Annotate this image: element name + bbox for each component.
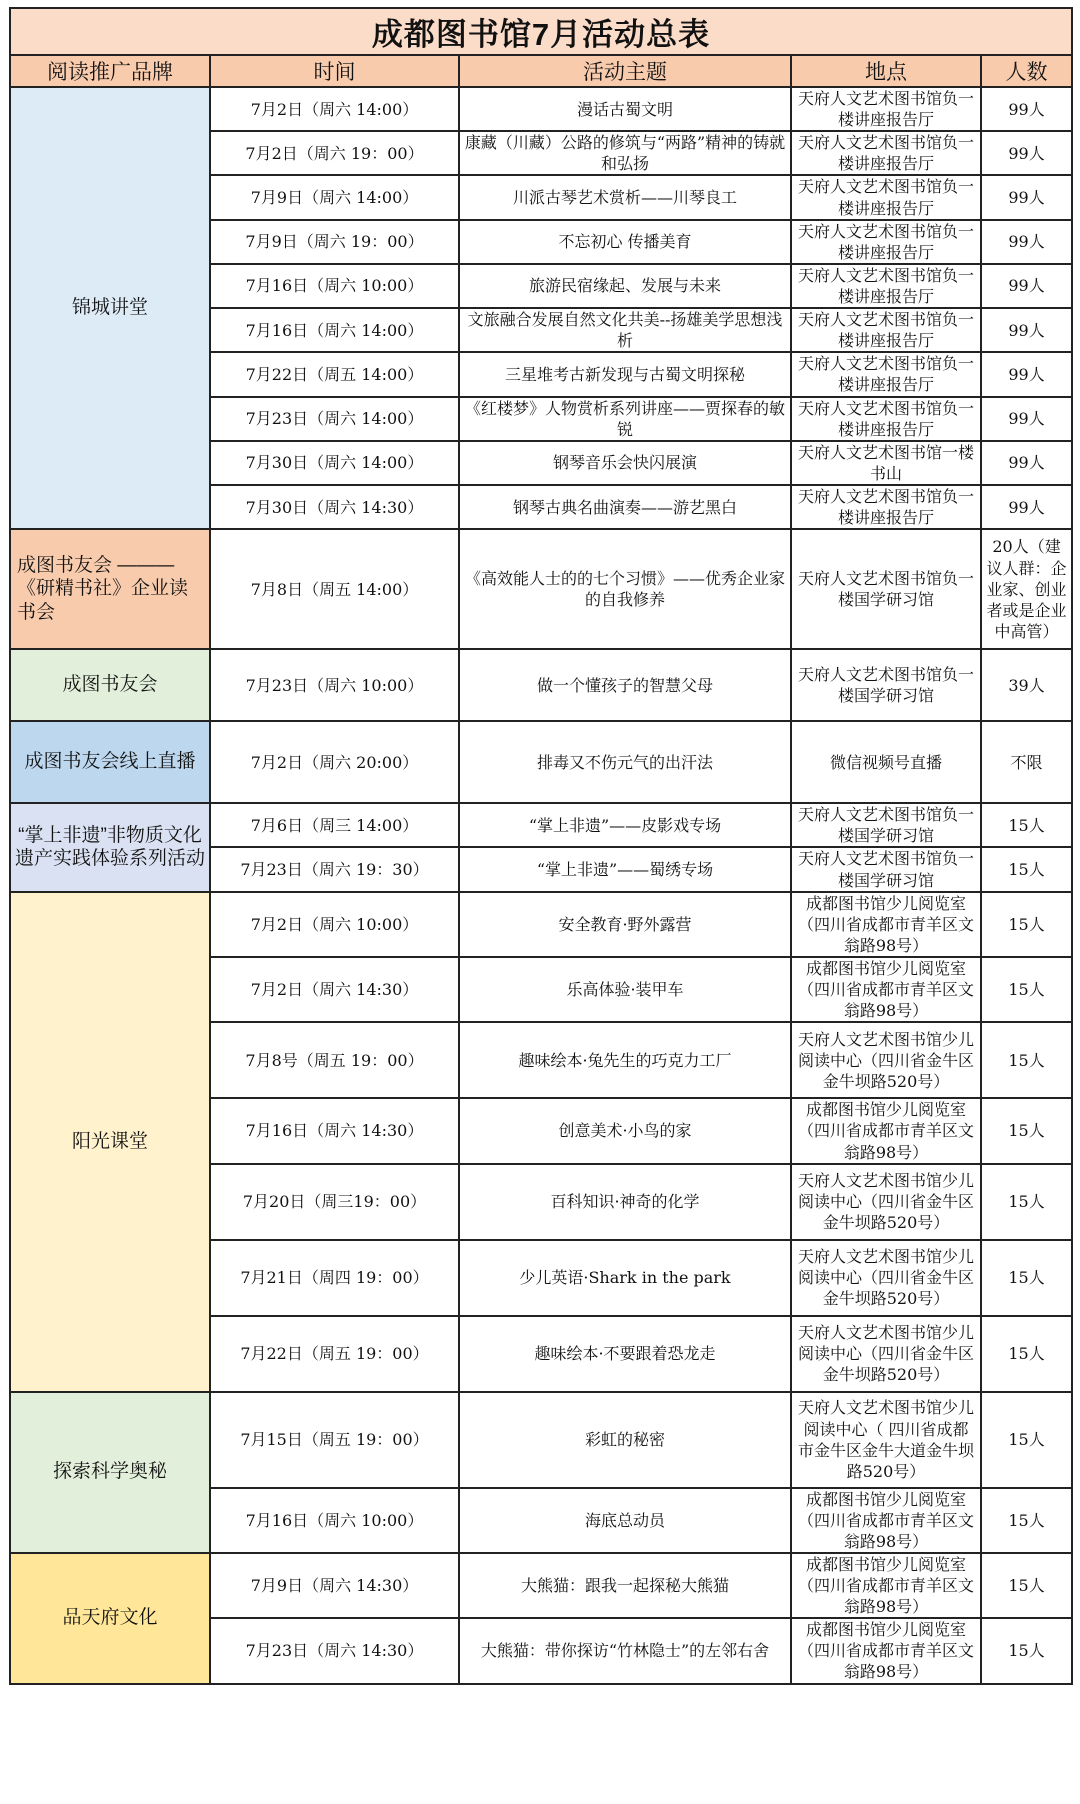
header-place: 地点	[791, 55, 981, 87]
brand-cell: 探索科学奥秘	[10, 1392, 210, 1553]
place-cell: 天府人文艺术图书馆负一楼讲座报告厅	[791, 308, 981, 352]
time-cell: 7月23日（周六 10:00）	[210, 649, 459, 721]
table-row	[10, 529, 1072, 649]
time-cell: 7月22日（周五 19：00）	[210, 1316, 459, 1392]
place-cell: 天府人文艺术图书馆少儿阅读中心（四川省金牛区金牛坝路520号）	[791, 1316, 981, 1392]
count-cell: 99人	[981, 87, 1072, 131]
count-cell: 15人	[981, 1553, 1072, 1618]
time-cell: 7月20日（周三19：00）	[210, 1164, 459, 1240]
topic-cell: 趣味绘本·兔先生的巧克力工厂	[459, 1022, 791, 1098]
count-cell: 15人	[981, 1098, 1072, 1163]
time-cell: 7月2日（周六 19：00）	[210, 131, 459, 175]
topic-cell: 漫话古蜀文明	[459, 87, 791, 131]
count-cell: 15人	[981, 1022, 1072, 1098]
place-cell: 成都图书馆少儿阅览室（四川省成都市青羊区文翁路98号）	[791, 892, 981, 957]
place-cell: 天府人文艺术图书馆负一楼讲座报告厅	[791, 397, 981, 441]
time-cell: 7月23日（周六 14:00）	[210, 397, 459, 441]
count-cell: 15人	[981, 803, 1072, 847]
topic-cell: 彩虹的秘密	[459, 1392, 791, 1488]
table-row	[10, 1553, 1072, 1618]
place-cell: 天府人文艺术图书馆负一楼国学研习馆	[791, 649, 981, 721]
count-cell: 15人	[981, 892, 1072, 957]
count-cell: 99人	[981, 485, 1072, 529]
time-cell: 7月2日（周六 20:00）	[210, 721, 459, 803]
topic-cell: 趣味绘本·不要跟着恐龙走	[459, 1316, 791, 1392]
count-cell: 15人	[981, 1164, 1072, 1240]
topic-cell: 《高效能人士的的七个习惯》——优秀企业家的自我修养	[459, 529, 791, 649]
count-cell: 20人（建议人群：企业家、创业者或是企业中高管）	[981, 529, 1072, 649]
topic-cell: 乐高体验·装甲车	[459, 957, 791, 1022]
topic-cell: 不忘初心 传播美育	[459, 220, 791, 264]
place-cell: 天府人文艺术图书馆负一楼讲座报告厅	[791, 175, 981, 219]
header-count: 人数	[981, 55, 1072, 87]
time-cell: 7月15日（周五 19：00）	[210, 1392, 459, 1488]
count-cell: 15人	[981, 1316, 1072, 1392]
table-body	[10, 87, 1072, 1684]
count-cell: 15人	[981, 957, 1072, 1022]
brand-cell: 成图书友会 ———《研精书社》企业读书会	[10, 529, 210, 649]
time-cell: 7月8日（周五 14:00）	[210, 529, 459, 649]
time-cell: 7月8号（周五 19：00）	[210, 1022, 459, 1098]
topic-cell: 少儿英语·Shark in the park	[459, 1240, 791, 1316]
count-cell: 39人	[981, 649, 1072, 721]
count-cell: 99人	[981, 264, 1072, 308]
count-cell: 99人	[981, 175, 1072, 219]
place-cell: 天府人文艺术图书馆负一楼讲座报告厅	[791, 352, 981, 396]
count-cell: 99人	[981, 220, 1072, 264]
time-cell: 7月22日（周五 14:00）	[210, 352, 459, 396]
count-cell: 99人	[981, 308, 1072, 352]
table-row	[10, 721, 1072, 803]
table-row	[10, 892, 1072, 957]
time-cell: 7月6日（周三 14:00）	[210, 803, 459, 847]
topic-cell: 钢琴古典名曲演奏——游艺黑白	[459, 485, 791, 529]
topic-cell: 康藏（川藏）公路的修筑与“两路”精神的铸就和弘扬	[459, 131, 791, 175]
time-cell: 7月16日（周六 14:30）	[210, 1098, 459, 1163]
count-cell: 15人	[981, 1618, 1072, 1683]
place-cell: 天府人文艺术图书馆负一楼国学研习馆	[791, 847, 981, 891]
topic-cell: 川派古琴艺术赏析——川琴良工	[459, 175, 791, 219]
topic-cell: 钢琴音乐会快闪展演	[459, 441, 791, 485]
time-cell: 7月16日（周六 14:00）	[210, 308, 459, 352]
brand-cell: 阳光课堂	[10, 892, 210, 1392]
count-cell: 15人	[981, 1488, 1072, 1553]
topic-cell: 《红楼梦》人物赏析系列讲座——贾探春的敏锐	[459, 397, 791, 441]
time-cell: 7月23日（周六 19：30）	[210, 847, 459, 891]
topic-cell: 海底总动员	[459, 1488, 791, 1553]
brand-cell: “掌上非遗”非物质文化遗产实践体验系列活动	[10, 803, 210, 891]
topic-cell: 做一个懂孩子的智慧父母	[459, 649, 791, 721]
activity-table	[9, 7, 1073, 1685]
table-row	[10, 87, 1072, 131]
place-cell: 天府人文艺术图书馆负一楼讲座报告厅	[791, 131, 981, 175]
place-cell: 天府人文艺术图书馆一楼书山	[791, 441, 981, 485]
header-brand: 阅读推广品牌	[10, 55, 210, 87]
topic-cell: 大熊猫：带你探访“竹林隐士”的左邻右舍	[459, 1618, 791, 1683]
table-row	[10, 803, 1072, 847]
count-cell: 15人	[981, 1392, 1072, 1488]
place-cell: 微信视频号直播	[791, 721, 981, 803]
time-cell: 7月2日（周六 10:00）	[210, 892, 459, 957]
place-cell: 天府人文艺术图书馆负一楼国学研习馆	[791, 529, 981, 649]
time-cell: 7月30日（周六 14:00）	[210, 441, 459, 485]
place-cell: 天府人文艺术图书馆负一楼国学研习馆	[791, 803, 981, 847]
time-cell: 7月2日（周六 14:00）	[210, 87, 459, 131]
topic-cell: 安全教育·野外露营	[459, 892, 791, 957]
time-cell: 7月30日（周六 14:30）	[210, 485, 459, 529]
place-cell: 成都图书馆少儿阅览室（四川省成都市青羊区文翁路98号）	[791, 1098, 981, 1163]
topic-cell: 大熊猫：跟我一起探秘大熊猫	[459, 1553, 791, 1618]
brand-cell: 品天府文化	[10, 1553, 210, 1684]
place-cell: 天府人文艺术图书馆负一楼讲座报告厅	[791, 485, 981, 529]
time-cell: 7月21日（周四 19：00）	[210, 1240, 459, 1316]
count-cell: 99人	[981, 131, 1072, 175]
time-cell: 7月9日（周六 14:30）	[210, 1553, 459, 1618]
topic-cell: “掌上非遗”——蜀绣专场	[459, 847, 791, 891]
time-cell: 7月16日（周六 10:00）	[210, 1488, 459, 1553]
brand-cell: 成图书友会	[10, 649, 210, 721]
topic-cell: 文旅融合发展自然文化共美--扬雄美学思想浅析	[459, 308, 791, 352]
place-cell: 天府人文艺术图书馆少儿阅读中心（四川省金牛区金牛坝路520号）	[791, 1164, 981, 1240]
time-cell: 7月9日（周六 14:00）	[210, 175, 459, 219]
place-cell: 成都图书馆少儿阅览室（四川省成都市青羊区文翁路98号）	[791, 1618, 981, 1683]
table-row	[10, 649, 1072, 721]
topic-cell: 创意美术·小鸟的家	[459, 1098, 791, 1163]
time-cell: 7月9日（周六 19：00）	[210, 220, 459, 264]
place-cell: 天府人文艺术图书馆负一楼讲座报告厅	[791, 87, 981, 131]
count-cell: 99人	[981, 441, 1072, 485]
brand-cell: 成图书友会线上直播	[10, 721, 210, 803]
place-cell: 天府人文艺术图书馆少儿阅读中心（四川省金牛区金牛坝路520号）	[791, 1240, 981, 1316]
topic-cell: 三星堆考古新发现与古蜀文明探秘	[459, 352, 791, 396]
count-cell: 99人	[981, 397, 1072, 441]
place-cell: 成都图书馆少儿阅览室（四川省成都市青羊区文翁路98号）	[791, 1553, 981, 1618]
time-cell: 7月16日（周六 10:00）	[210, 264, 459, 308]
count-cell: 99人	[981, 352, 1072, 396]
topic-cell: 排毒又不伤元气的出汗法	[459, 721, 791, 803]
topic-cell: 百科知识·神奇的化学	[459, 1164, 791, 1240]
place-cell: 天府人文艺术图书馆少儿阅读中心（四川省金牛区金牛坝路520号）	[791, 1022, 981, 1098]
brand-cell: 锦城讲堂	[10, 87, 210, 529]
header-topic: 活动主题	[459, 55, 791, 87]
count-cell: 15人	[981, 1240, 1072, 1316]
place-cell: 天府人文艺术图书馆少儿阅读中心（ 四川省成都市金牛区金牛大道金牛坝路520号）	[791, 1392, 981, 1488]
table-title: 成都图书馆7月活动总表	[10, 8, 1072, 55]
count-cell: 15人	[981, 847, 1072, 891]
time-cell: 7月2日（周六 14:30）	[210, 957, 459, 1022]
place-cell: 成都图书馆少儿阅览室（四川省成都市青羊区文翁路98号）	[791, 957, 981, 1022]
place-cell: 成都图书馆少儿阅览室（四川省成都市青羊区文翁路98号）	[791, 1488, 981, 1553]
place-cell: 天府人文艺术图书馆负一楼讲座报告厅	[791, 264, 981, 308]
topic-cell: 旅游民宿缘起、发展与未来	[459, 264, 791, 308]
header-time: 时间	[210, 55, 459, 87]
time-cell: 7月23日（周六 14:30）	[210, 1618, 459, 1683]
count-cell: 不限	[981, 721, 1072, 803]
topic-cell: “掌上非遗”——皮影戏专场	[459, 803, 791, 847]
place-cell: 天府人文艺术图书馆负一楼讲座报告厅	[791, 220, 981, 264]
table-row	[10, 1392, 1072, 1488]
